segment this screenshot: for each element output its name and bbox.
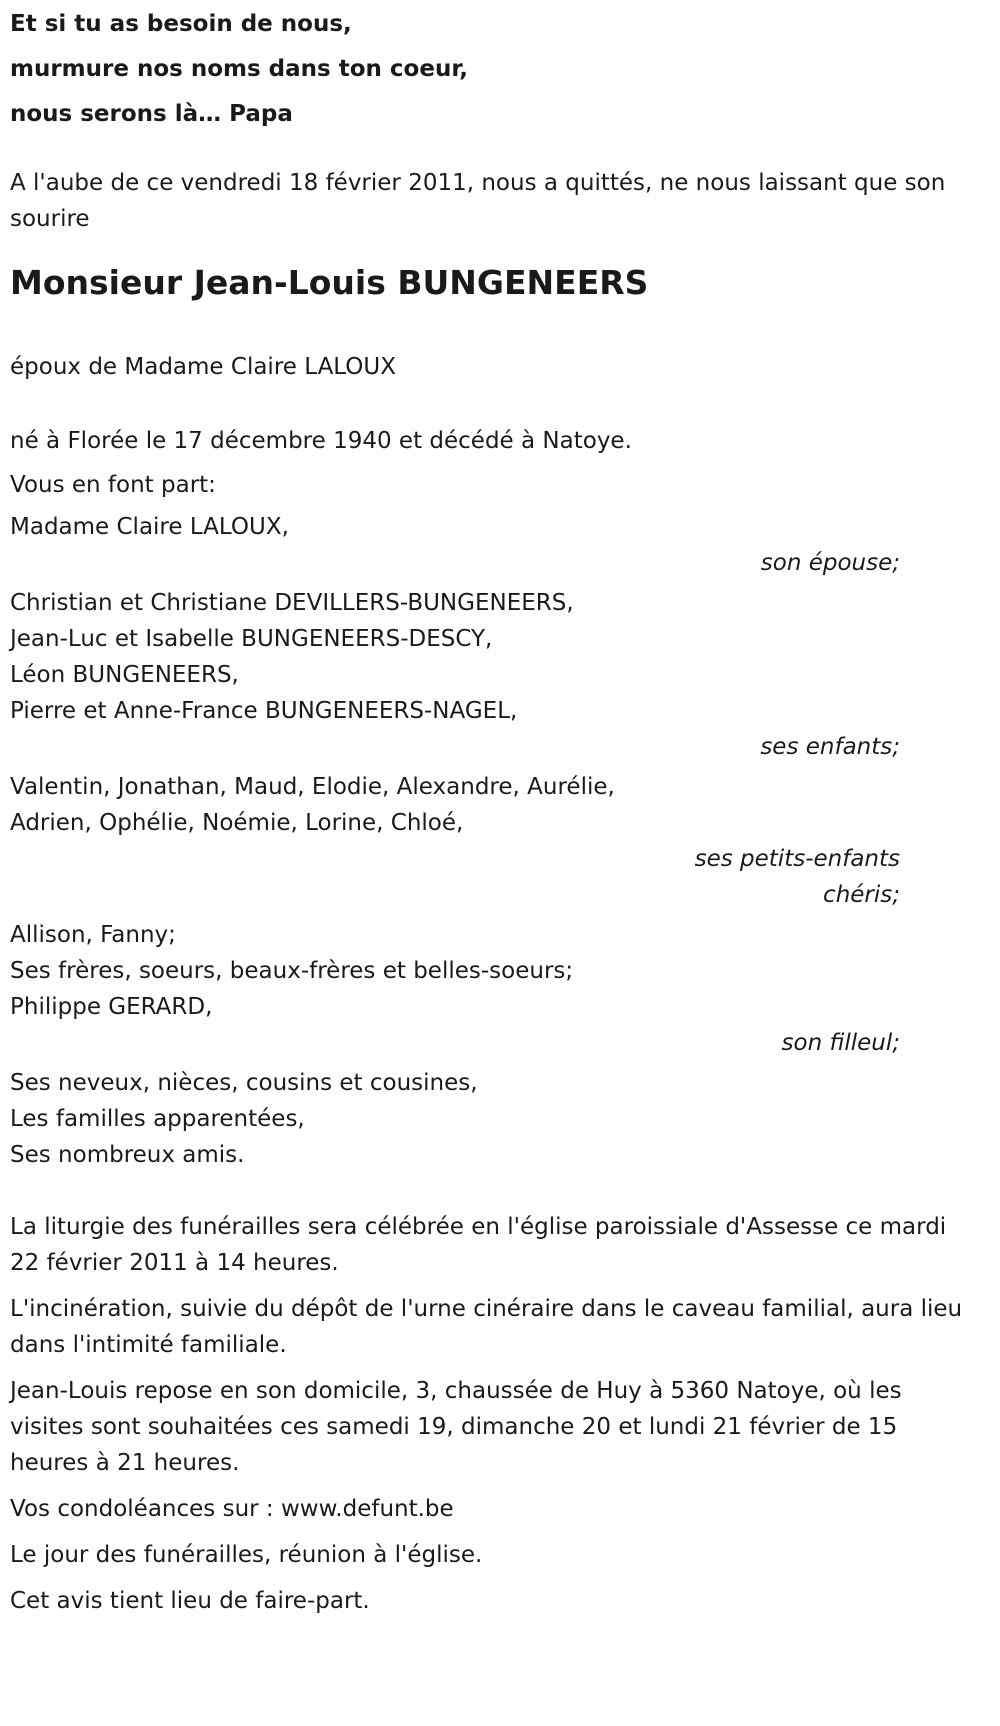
family-group-others	[10, 1065, 900, 1173]
family-member: Ses frères, soeurs, beaux-frères et belles-soeurs;	[10, 958, 574, 984]
family-group-godson	[10, 917, 900, 1061]
born-line: né à Florée le 17 décembre 1940 et décédé à Natoye.	[10, 428, 632, 454]
family-member: Pierre et Anne-France BUNGENEERS-NAGEL,	[10, 698, 518, 724]
family-group-spouse	[10, 509, 900, 581]
family-member: Ses nombreux amis.	[10, 1142, 245, 1168]
meeting-paragraph: Le jour des funérailles, réunion à l'église.	[10, 1542, 483, 1568]
poem-line-3: nous serons là… Papa	[10, 101, 293, 127]
family-member: Philippe GERARD,	[10, 994, 213, 1020]
family-group-children	[10, 585, 900, 765]
family-member: Léon BUNGENEERS,	[10, 662, 239, 688]
family-role-cont: chéris;	[823, 882, 900, 908]
poem	[10, 2, 990, 137]
notice-paragraph: Cet avis tient lieu de faire-part.	[10, 1588, 370, 1614]
spouse-line: époux de Madame Claire LALOUX	[10, 354, 396, 380]
family-member: Ses neveux, nièces, cousins et cousines,	[10, 1070, 478, 1096]
funeral-details	[10, 1209, 990, 1619]
family-list	[10, 509, 900, 1173]
family-role: ses enfants;	[760, 734, 900, 760]
family-role: ses petits-enfants	[694, 846, 900, 872]
poem-line-1: Et si tu as besoin de nous,	[10, 11, 352, 37]
liturgy-paragraph: La liturgie des funérailles sera célébrée en l'église paroissiale d'Assesse ce mardi 22 février 2011 à 14 heures.	[10, 1214, 947, 1276]
cremation-paragraph: L'incinération, suivie du dépôt de l'urne cinéraire dans le caveau familial, aura lieu dans l'intimité familiale.	[10, 1296, 963, 1358]
announce-line: Vous en font part:	[10, 472, 216, 498]
deceased-name: Monsieur Jean-Louis BUNGENEERS	[10, 263, 649, 302]
family-role: son filleul;	[781, 1030, 900, 1056]
family-member: Adrien, Ophélie, Noémie, Lorine, Chloé,	[10, 810, 464, 836]
family-member: Madame Claire LALOUX,	[10, 514, 289, 540]
family-member: Les familles apparentées,	[10, 1106, 305, 1132]
visits-paragraph: Jean-Louis repose en son domicile, 3, chaussée de Huy à 5360 Natoye, où les visites sont souhaitées ces samedi 19, dimanche 20 et lundi 21 février de 15 heures à 21 heures.	[10, 1378, 902, 1476]
family-role: son épouse;	[760, 550, 900, 576]
poem-line-2: murmure nos noms dans ton coeur,	[10, 56, 469, 82]
family-group-grandchildren	[10, 769, 900, 913]
intro-text: A l'aube de ce vendredi 18 février 2011, nous a quittés, ne nous laissant que son sourire	[10, 170, 946, 232]
family-member: Allison, Fanny;	[10, 922, 176, 948]
family-member: Valentin, Jonathan, Maud, Elodie, Alexandre, Aurélie,	[10, 774, 615, 800]
family-member: Christian et Christiane DEVILLERS-BUNGENEERS,	[10, 590, 574, 616]
family-member: Jean-Luc et Isabelle BUNGENEERS-DESCY,	[10, 626, 493, 652]
condolences-paragraph: Vos condoléances sur : www.defunt.be	[10, 1496, 454, 1522]
